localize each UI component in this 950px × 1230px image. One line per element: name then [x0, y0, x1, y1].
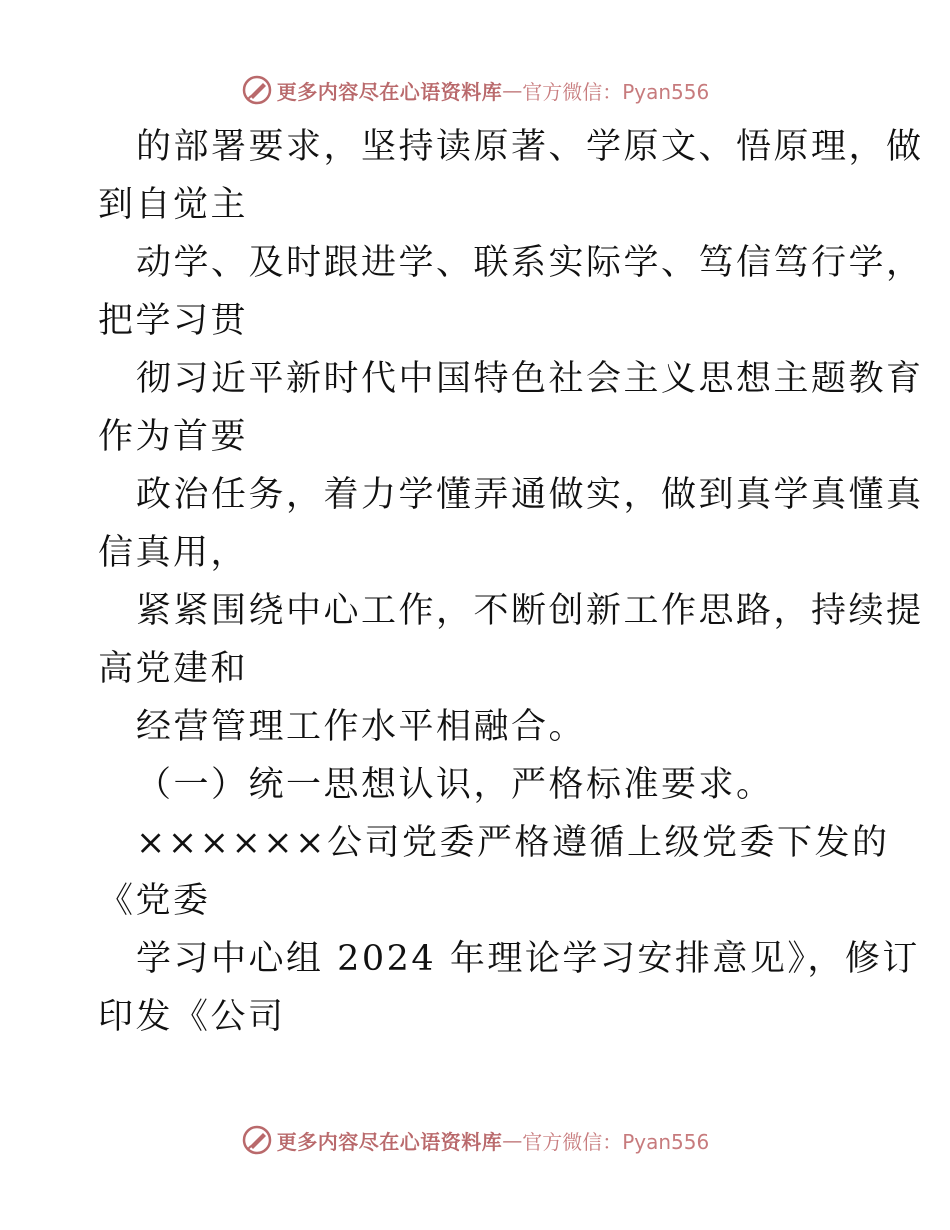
- body-line: 经营管理工作水平相融合。: [136, 707, 587, 747]
- banner-title: 更多内容尽在心语资料库: [276, 79, 503, 104]
- body-line: 印发《公司: [98, 997, 286, 1037]
- body-line: 紧紧围绕中心工作，不断创新工作思路，持续提: [136, 591, 924, 631]
- banner-wechat: 官方微信：Pyan556: [522, 1129, 710, 1154]
- body-line: 政治任务，着力学懂弄通做实，做到真学真懂真: [136, 475, 924, 515]
- body-line: 《党委: [98, 881, 211, 921]
- banner-wechat: 官方微信：Pyan556: [522, 79, 710, 104]
- body-line: 信真用，: [98, 533, 249, 573]
- body-line: ××××××公司党委严格遵循上级党委下发的: [136, 823, 890, 863]
- body-line: 学习中心组 2024 年理论学习安排意见》，修订: [136, 939, 920, 979]
- banner-title: 更多内容尽在心语资料库: [276, 1129, 503, 1154]
- body-line: 把学习贯: [98, 301, 249, 341]
- pen-logo-icon: [241, 74, 273, 106]
- body-line: 的部署要求，坚持读原著、学原文、悟原理，做: [136, 127, 924, 167]
- pen-logo-icon: [241, 1124, 273, 1156]
- body-line: 高党建和: [98, 649, 249, 689]
- section-heading: （一）统一思想认识，严格标准要求。: [136, 765, 774, 805]
- body-line: 彻习近平新时代中国特色社会主义思想主题教育: [136, 359, 924, 399]
- banner-separator: —: [502, 78, 523, 102]
- header-watermark-banner: [0, 70, 950, 110]
- body-line: 到自觉主: [98, 185, 249, 225]
- body-line: 作为首要: [98, 417, 249, 457]
- footer-watermark-banner: [0, 1120, 950, 1160]
- document-body: [98, 118, 924, 1046]
- banner-separator: —: [502, 1128, 523, 1152]
- body-line: 动学、及时跟进学、联系实际学、笃信笃行学，: [136, 243, 924, 283]
